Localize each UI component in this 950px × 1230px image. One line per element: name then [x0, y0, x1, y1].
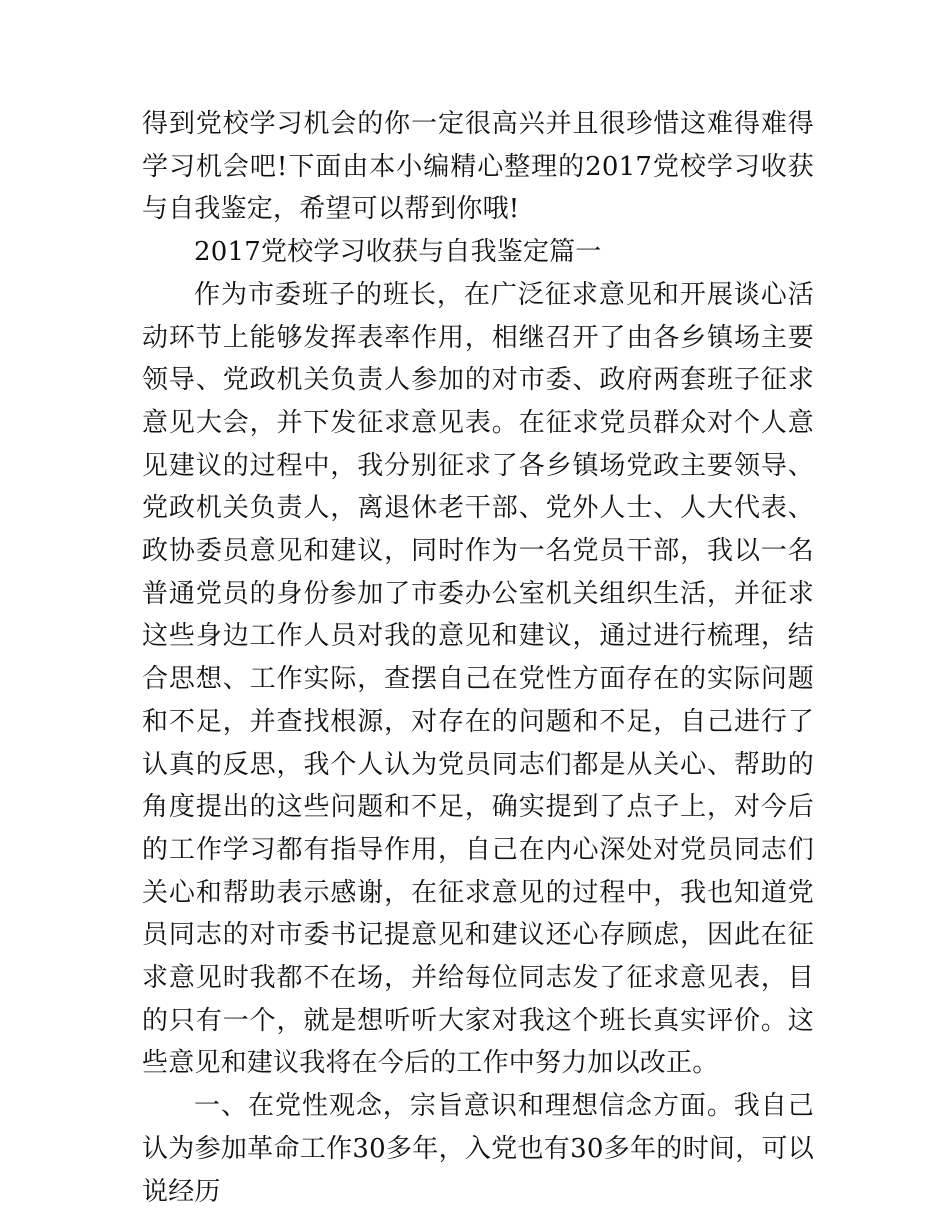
- section-heading: 2017党校学习收获与自我鉴定篇一: [194, 237, 602, 268]
- intro-paragraph: 得到党校学习机会的你一定很高兴并且很珍惜这难得难得学习机会吧!下面由本小编精心整理的2017党校学习收获与自我鉴定，希望可以帮到你哦!: [142, 109, 814, 225]
- body-paragraph-2: 一、在党性观念，宗旨意识和理想信念方面。我自己认为参加革命工作30多年，入党也有30多年的时间，可以说经历: [142, 1091, 814, 1207]
- body-paragraph-1: 作为市委班子的班长，在广泛征求意见和开展谈心活动环节上能够发挥表率作用，相继召开了由各乡镇场主要领导、党政机关负责人参加的对市委、政府两套班子征求意见大会，并下发征求意见表。在征求党员群众对个人意见建议的过程中，我分别征求了各乡镇场党政主要领导、党政机关负责人，离退休老干部、党外人士、人大代表、政协委员意见和建议，同时作为一名党员干部，我以一名普通党员的身份参加了市委办公室机关组织生活，并征求这些身边工作人员对我的意见和建议，通过进行梳理，结合思想、工作实际，查摆自己在党性方面存在的实际问题和不足，并查找根源，对存在的问题和不足，自己进行了认真的反思，我个人认为党员同志们都是从关心、帮助的角度提出的这些问题和不足，确实提到了点子上，对今后的工作学习都有指导作用，自己在内心深处对党员同志们关心和帮助表示感谢，在征求意见的过程中，我也知道党员同志的对市委书记提意见和建议还心存顾虑，因此在征求意见时我都不在场，并给每位同志发了征求意见表，目的只有一个，就是想听听大家对我这个班长真实评价。这些意见和建议我将在今后的工作中努力加以改正。: [142, 279, 814, 1079]
- document-body: [142, 103, 814, 1213]
